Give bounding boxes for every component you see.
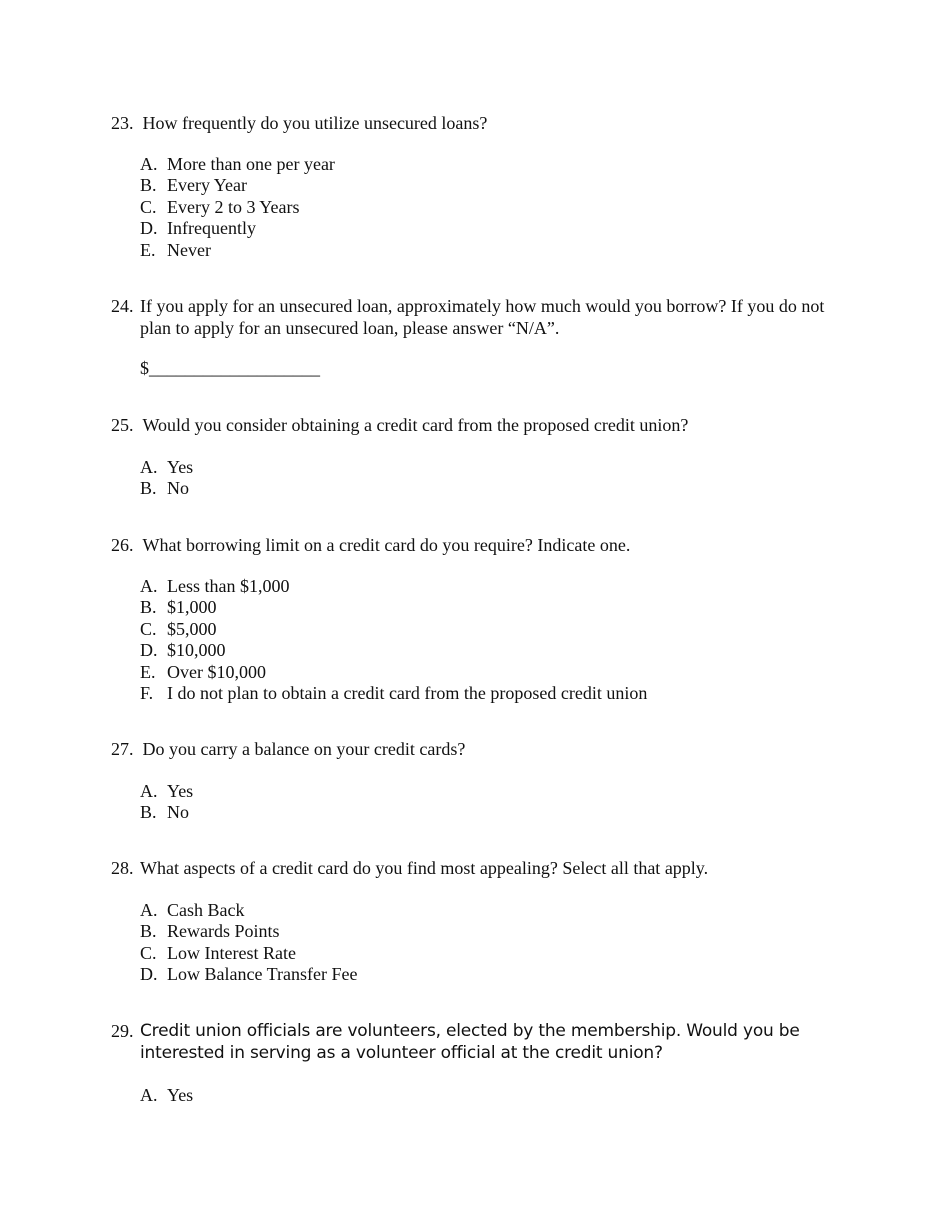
option[interactable] (140, 576, 647, 597)
question-text: What aspects of a credit card do you find most appealing? Select all that apply. (140, 858, 709, 878)
option-label: Never (167, 239, 211, 260)
option-letter: B. (140, 802, 157, 823)
option-label: No (167, 478, 189, 499)
option-letter: B. (140, 175, 157, 196)
option-label: $10,000 (167, 640, 226, 661)
question-29 (111, 1020, 831, 1064)
option-label: $5,000 (167, 618, 217, 639)
option-letter: F. (140, 683, 154, 704)
question-number: 28. (111, 858, 134, 878)
option-letter: B. (140, 921, 157, 942)
question-number: 29. (111, 1021, 134, 1041)
option-letter: A. (140, 1085, 158, 1105)
option-letter: B. (140, 478, 157, 499)
question-text: Do you carry a balance on your credit cards? (142, 739, 466, 759)
option-letter: A. (140, 154, 158, 174)
option[interactable] (140, 478, 193, 499)
option-label: Every 2 to 3 Years (167, 196, 300, 217)
option[interactable] (140, 218, 335, 239)
question-text: How frequently do you utilize unsecured loans? (142, 113, 488, 133)
question-number: 25. (111, 415, 134, 435)
option-label: I do not plan to obtain a credit card from the proposed credit union (167, 683, 648, 704)
option[interactable] (140, 197, 335, 218)
option-label: Every Year (167, 175, 247, 196)
question-28 (111, 857, 831, 879)
option[interactable] (140, 683, 647, 704)
option[interactable] (140, 900, 357, 921)
option-label: No (167, 802, 189, 823)
option-label: Rewards Points (167, 921, 280, 942)
question-number: 23. (111, 113, 134, 133)
option-letter: E. (140, 661, 156, 682)
option[interactable] (140, 457, 193, 478)
question-25-options (140, 457, 193, 500)
question-text: Would you consider obtaining a credit card from the proposed credit union? (142, 415, 689, 435)
option-label: Cash Back (167, 900, 245, 920)
option-label: More than one per year (167, 154, 335, 174)
option-label: Low Interest Rate (167, 942, 296, 963)
option-letter: A. (140, 576, 158, 596)
question-23 (111, 112, 487, 134)
option-letter: A. (140, 900, 158, 920)
option[interactable] (140, 662, 647, 683)
option[interactable] (140, 1085, 193, 1106)
question-24 (111, 295, 831, 339)
question-28-options (140, 900, 357, 986)
option-letter: D. (140, 218, 158, 239)
question-26-options (140, 576, 647, 704)
option-label: Over $10,000 (167, 661, 266, 682)
question-text: If you apply for an unsecured loan, approximately how much would you borrow? If you do not plan to apply for an unsecured loan, please answer “N/A”. (140, 296, 825, 338)
question-number: 27. (111, 739, 134, 759)
option-label: Less than $1,000 (167, 576, 290, 596)
option-letter: E. (140, 239, 156, 260)
option[interactable] (140, 802, 193, 823)
option-letter: D. (140, 964, 158, 985)
option[interactable] (140, 597, 647, 618)
option-letter: B. (140, 597, 157, 618)
option[interactable] (140, 781, 193, 802)
option-letter: A. (140, 781, 158, 801)
option-letter: A. (140, 457, 158, 477)
option-label: Yes (167, 781, 194, 801)
question-27 (111, 738, 465, 760)
option[interactable] (140, 640, 647, 661)
option-label: Yes (167, 1085, 194, 1105)
amount-answer-blank[interactable]: $___________________ (140, 358, 320, 378)
option[interactable] (140, 964, 357, 985)
question-26 (111, 534, 630, 556)
question-text: What borrowing limit on a credit card do you require? Indicate one. (142, 535, 631, 555)
question-25 (111, 414, 688, 436)
option-letter: C. (140, 618, 157, 639)
question-number: 24. (111, 296, 134, 316)
option[interactable] (140, 943, 357, 964)
option-letter: C. (140, 942, 157, 963)
option[interactable] (140, 619, 647, 640)
option-letter: D. (140, 640, 158, 661)
option[interactable] (140, 240, 335, 261)
option-label: $1,000 (167, 597, 217, 618)
question-number: 26. (111, 535, 134, 555)
question-27-options (140, 781, 193, 824)
question-23-options (140, 154, 335, 261)
option-letter: C. (140, 196, 157, 217)
option-label: Low Balance Transfer Fee (167, 964, 358, 985)
option[interactable] (140, 154, 335, 175)
question-29-options (140, 1085, 193, 1106)
option[interactable] (140, 175, 335, 196)
option-label: Infrequently (167, 218, 256, 239)
question-text: Credit union officials are volunteers, elected by the membership. Would you be interested in serving as a volunteer official at the credit union? (140, 1021, 800, 1063)
option-label: Yes (167, 457, 194, 477)
option[interactable] (140, 921, 357, 942)
